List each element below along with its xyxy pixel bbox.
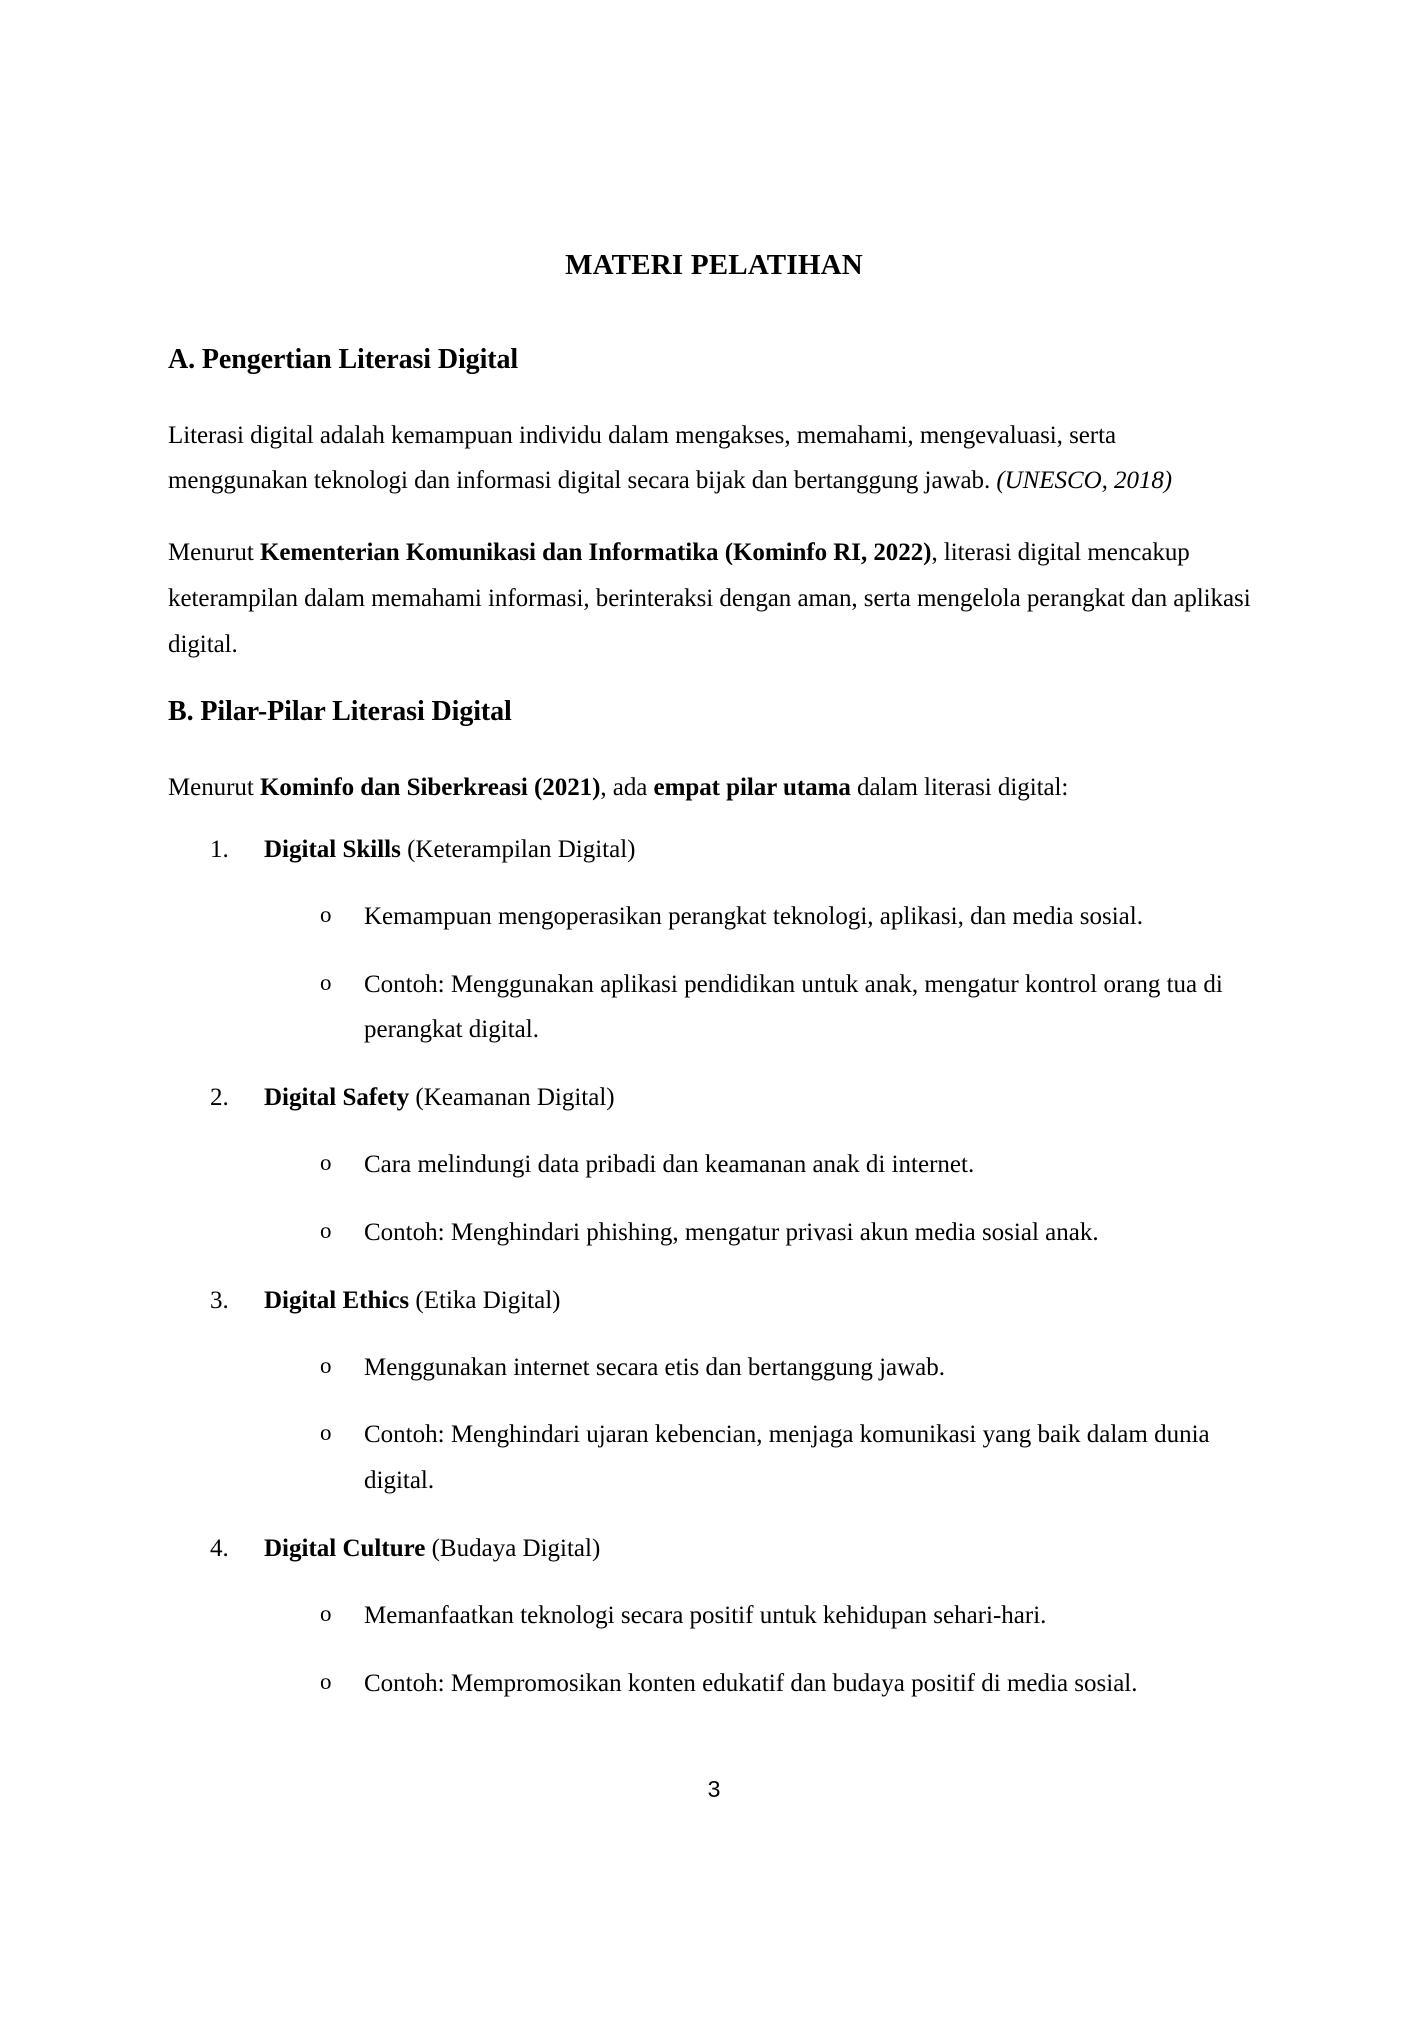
bullet-text: Kemampuan mengoperasikan perangkat teknologi, aplikasi, dan media sosial.	[364, 902, 1143, 930]
paragraph-kominfo-source: Kementerian Komunikasi dan Informatika (Kominfo RI, 2022)	[259, 539, 932, 567]
list-item	[168, 962, 1260, 1054]
citation-unesco: (UNESCO, 2018)	[996, 467, 1173, 495]
pillar-subtitle: (Etika Digital)	[409, 1286, 561, 1314]
bullet-marker-icon: o	[320, 1150, 332, 1176]
pillar-subtitle: (Keamanan Digital)	[409, 1084, 615, 1112]
pillar-heading	[168, 1278, 1260, 1323]
pillar-number: 3.	[210, 1286, 229, 1314]
section-heading-a: A. Pengertian Literasi Digital	[168, 343, 519, 375]
pillars-intro-tail: dalam literasi digital:	[850, 774, 1069, 802]
bullet-text: Contoh: Mempromosikan konten edukatif dan budaya positif di media sosial.	[364, 1669, 1138, 1697]
pillar-sub-list	[168, 1345, 1260, 1504]
bullet-text: Cara melindungi data pribadi dan keamanan anak di internet.	[364, 1151, 975, 1179]
paragraph-definition	[168, 413, 1260, 505]
pillar-sub-list	[168, 1142, 1260, 1256]
bullet-text: Contoh: Menghindari phishing, mengatur privasi akun media sosial anak.	[364, 1218, 1099, 1246]
page-title: MATERI PELATIHAN	[565, 249, 863, 281]
paragraph-pillars-intro	[168, 765, 1260, 811]
paragraph-definition-text: Literasi digital adalah kemampuan individu dalam mengakses, memahami, mengevaluasi, serta menggunakan teknologi dan informasi digital secara bijak dan bertanggung jawab.	[168, 421, 1117, 495]
list-item	[168, 1593, 1260, 1639]
pillar-title: Digital Ethics	[264, 1286, 410, 1314]
spacer	[168, 1053, 1260, 1075]
pillar-list	[168, 827, 1260, 1707]
spacer	[168, 1256, 1260, 1278]
bullet-text: Contoh: Menghindari ujaran kebencian, menjaga komunikasi yang baik dalam dunia digital.	[364, 1421, 1210, 1495]
bullet-marker-icon: o	[320, 1420, 332, 1446]
pillars-intro-lead: Menurut	[168, 774, 260, 802]
bullet-marker-icon: o	[320, 969, 332, 995]
bullet-marker-icon: o	[320, 1668, 332, 1694]
bullet-marker-icon: o	[320, 901, 332, 927]
list-item	[168, 827, 1260, 1053]
pillar-sub-list	[168, 894, 1260, 1053]
pillar-title: Digital Skills	[264, 835, 401, 863]
bullet-marker-icon: o	[320, 1600, 332, 1626]
pillars-intro-mid: , ada	[600, 774, 654, 802]
list-item	[168, 1526, 1260, 1707]
pillars-intro-source: Kominfo dan Siberkreasi (2021)	[259, 774, 601, 802]
pillar-title: Digital Safety	[264, 1084, 410, 1112]
paragraph-kominfo-rest: , literasi digital mencakup keterampilan dalam memahami informasi, berinteraksi dengan aman, serta mengelola perangkat dan aplikasi digital.	[168, 539, 1251, 658]
list-item	[168, 1412, 1260, 1504]
list-item	[168, 1142, 1260, 1188]
list-item	[168, 894, 1260, 940]
bullet-marker-icon: o	[320, 1217, 332, 1243]
list-item	[168, 1210, 1260, 1256]
bullet-marker-icon: o	[320, 1352, 332, 1378]
bullet-text: Contoh: Menggunakan aplikasi pendidikan untuk anak, mengatur kontrol orang tua di perangkat digital.	[364, 970, 1223, 1044]
list-item	[168, 1345, 1260, 1391]
section-heading-b: B. Pilar-Pilar Literasi Digital	[168, 696, 512, 728]
pillar-sub-list	[168, 1593, 1260, 1707]
spacer	[168, 667, 1260, 693]
pillar-heading	[168, 1075, 1260, 1120]
spacer	[168, 731, 1260, 765]
paragraph-kominfo-lead: Menurut	[168, 539, 260, 567]
list-item	[168, 1278, 1260, 1504]
pillar-title: Digital Culture	[264, 1534, 426, 1562]
pillars-intro-emphasis: empat pilar utama	[653, 774, 851, 802]
pillar-heading	[168, 827, 1260, 872]
list-item	[168, 1075, 1260, 1256]
list-item	[168, 1661, 1260, 1707]
pillar-number: 1.	[210, 835, 229, 863]
spacer	[168, 1504, 1260, 1526]
pillar-subtitle: (Budaya Digital)	[425, 1534, 601, 1562]
spacer	[168, 811, 1260, 827]
document-body	[168, 248, 1260, 1706]
spacer	[168, 283, 1260, 341]
bullet-text: Menggunakan internet secara etis dan bertanggung jawab.	[364, 1353, 946, 1381]
pillar-subtitle: (Keterampilan Digital)	[400, 835, 636, 863]
spacer	[168, 504, 1260, 530]
pillar-number: 4.	[210, 1534, 229, 1562]
page-number: 3	[707, 1776, 721, 1802]
paragraph-kominfo	[168, 530, 1260, 667]
bullet-text: Memanfaatkan teknologi secara positif untuk kehidupan sehari-hari.	[364, 1601, 1047, 1629]
pillar-number: 2.	[210, 1084, 229, 1112]
pillar-heading	[168, 1526, 1260, 1571]
spacer	[168, 379, 1260, 413]
